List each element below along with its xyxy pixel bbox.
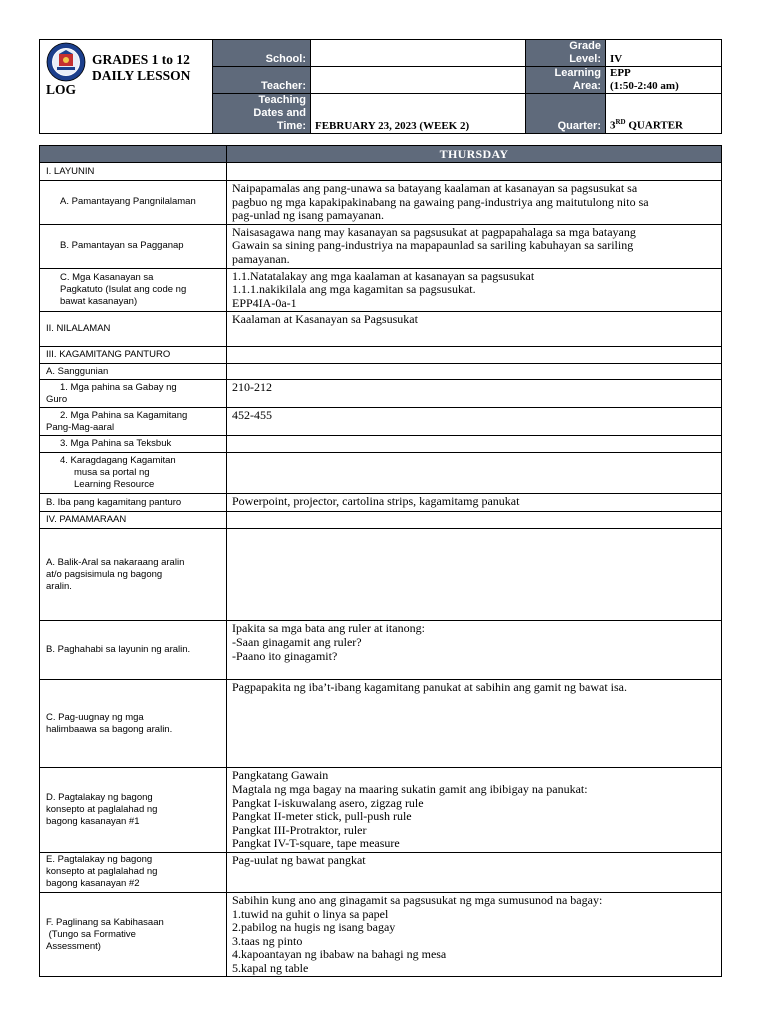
content-line: 4.kapoantayan ng ibabaw na bahagi ng mesa (232, 947, 447, 962)
label-line: E. Pagtalakay ng bagong (46, 854, 153, 866)
content-line: Pag-uulat ng bawat pangkat (232, 852, 366, 867)
title-line-3: LOG (46, 82, 77, 97)
label-line: bawat kasanayan) (60, 295, 138, 307)
row-content-pamantayan-sa-pagganap (227, 224, 722, 268)
label-line: C. Pag-uugnay ng mga (46, 711, 144, 723)
label-line: konsepto at paglalahad ng (46, 804, 158, 816)
header-table (39, 39, 722, 134)
dates-label-line-3: Time: (276, 120, 306, 132)
content-line: 210-212 (232, 380, 272, 395)
title-block (40, 40, 213, 134)
row-label-pag-uugnay (40, 680, 227, 768)
grade-level-value[interactable]: IV (606, 40, 722, 67)
label-line: Learning Resource (74, 479, 155, 491)
row-label-kagamitang-pang-mag-aaral (40, 408, 227, 436)
row-content-teksbuk (227, 436, 722, 453)
row-label-pamantayang-pangnilalaman (40, 181, 227, 225)
label-line: Assessment) (46, 940, 101, 952)
title-line-2: DAILY LESSON (92, 68, 191, 83)
content-line: Pangkat IV-T-square, tape measure (232, 836, 400, 851)
label-line: 1. Mga pahina sa Gabay ng (60, 381, 177, 393)
label-line: 4. Karagdagang Kagamitan (60, 455, 176, 467)
row-content-balik-aral (227, 529, 722, 621)
content-line: 452-455 (232, 408, 272, 423)
label-line: at/o pagsisimula ng bagong (46, 568, 163, 580)
row-label-paghahabi: B. Paghahabi sa layunin ng aralin. (40, 621, 227, 680)
label-line: konsepto at paglalahad ng (46, 866, 158, 878)
learning-area-label (526, 67, 606, 94)
content-line: Pangkat I-iskuwalang asero, zigzag rule (232, 795, 424, 810)
content-line: Magtala ng mga bagay na maaring sukatin gamit ang ibibigay na panukat: (232, 781, 588, 796)
row-label-iba-pang-kagamitan: B. Iba pang kagamitang panturo (40, 494, 227, 512)
content-line: Gawain sa sining pang-industriya na mapapaunlad sa sariling kabuhayan sa sariling (232, 238, 634, 253)
row-label-kasanayan-sa-pagkatuto (40, 268, 227, 312)
content-line: pag-unlad ng isang pamayanan. (232, 208, 384, 223)
content-line: -Paano ito ginagamit? (232, 648, 338, 663)
content-line: 2.pabilog na hugis ng isang bagay (232, 920, 396, 935)
school-value[interactable] (311, 40, 526, 67)
label-line: Pang-Mag-aaral (46, 421, 115, 433)
row-label-pamantayan-sa-pagganap (40, 224, 227, 268)
row-label-paglinang-sa-kabihasaan (40, 892, 227, 977)
row-label-teksbuk: 3. Mga Pahina sa Teksbuk (40, 436, 227, 453)
label-line: D. Pagtalakay ng bagong (46, 792, 153, 804)
content-line: Powerpoint, projector, cartolina strips, kagamitamg panukat (232, 494, 520, 509)
row-content-paghahabi (227, 621, 722, 680)
row-label-pagtalakay-1 (40, 768, 227, 853)
content-line: Pangkat II-meter stick, pull-push rule (232, 809, 412, 824)
content-line: 5.kapal ng table (232, 960, 309, 975)
area-label-line-1: Learning (554, 67, 601, 79)
quarter-value[interactable] (606, 94, 722, 134)
row-content-pamantayang-pangnilalaman (227, 181, 722, 225)
label-line: B. Pamantayan sa Pagganap (60, 240, 184, 252)
grade-level-label (526, 40, 606, 67)
content-line: 1.1.1.nakikilala ang mga kagamitan sa pagsusukat. (232, 282, 476, 297)
teacher-value[interactable] (311, 67, 526, 94)
label-line: bagong kasanayan #2 (46, 878, 140, 890)
row-label-layunin: I. LAYUNIN (40, 163, 227, 181)
row-label-balik-aral (40, 529, 227, 621)
day-header: THURSDAY (227, 146, 722, 163)
content-line: pamayanan. (232, 251, 290, 266)
label-line: A. Pamantayang Pangnilalaman (60, 196, 196, 208)
row-content-layunin (227, 163, 722, 181)
grade-label-line-2: Level: (569, 53, 601, 65)
label-line: bagong kasanayan #1 (46, 816, 140, 828)
row-content-kagamitang-pang-mag-aaral (227, 408, 722, 436)
area-label-line-2: Area: (572, 80, 601, 92)
label-line: Pagkatuto (Isulat ang code ng (60, 283, 187, 295)
content-line: 1.1.Natatalakay ang mga kaalaman at kasanayan sa pagsusukat (232, 268, 535, 283)
row-label-gabay-ng-guro (40, 380, 227, 408)
title-line-1: GRADES 1 to 12 (92, 52, 190, 67)
row-content-iba-pang-kagamitan (227, 494, 722, 512)
row-content-karagdagang-kagamitan (227, 453, 722, 494)
teacher-label: Teacher: (213, 67, 311, 94)
content-line: Naisasagawa nang may kasanayan sa pagsusukat at pagpapahalaga sa mga batayang (232, 224, 636, 239)
learning-area-value[interactable] (606, 67, 722, 94)
quarter-label: Quarter: (526, 94, 606, 134)
row-content-gabay-ng-guro (227, 380, 722, 408)
area-value-line-1: EPP (610, 67, 631, 79)
quarter-suffix: RD (615, 118, 626, 127)
row-label-sanggunian: A. Sanggunian (40, 364, 227, 380)
school-label: School: (213, 40, 311, 67)
header-blank-cell (40, 146, 227, 163)
label-line: (Tungo sa Formative (46, 928, 136, 940)
lesson-table (39, 145, 722, 977)
content-line: EPP4IA-0a-1 (232, 295, 297, 310)
deped-seal-icon (46, 42, 86, 82)
row-content-paglinang-sa-kabihasaan (227, 892, 722, 977)
row-label-karagdagang-kagamitan (40, 453, 227, 494)
dates-label-line-1: Teaching (258, 94, 306, 106)
content-line: -Saan ginagamit ang ruler? (232, 634, 362, 649)
row-content-sanggunian (227, 364, 722, 380)
content-line: 1.tuwid na guhit o linya sa papel (232, 906, 389, 921)
label-line: A. Balik-Aral sa nakaraang aralin (46, 556, 185, 568)
row-content-pamamaraan (227, 512, 722, 529)
content-line: pagbuo ng mga kapakipakinabang na gawaing pang-industriya ang maitutulong nito sa (232, 194, 649, 209)
grade-label-line-1: Grade (569, 40, 601, 52)
content-line: Sabihin kung ano ang ginagamit sa pagsusukat ng mga sumusunod na bagay: (232, 892, 603, 907)
label-line: aralin. (46, 580, 72, 592)
content-line: 3.taas ng pinto (232, 933, 303, 948)
teaching-dates-label (213, 94, 311, 134)
label-line: C. Mga Kasanayan sa (60, 271, 154, 283)
content-line: Ipakita sa mga bata ang ruler at itanong: (232, 621, 425, 636)
row-label-kagamitang-panturo: III. KAGAMITANG PANTURO (40, 347, 227, 364)
content-line: Naipapamalas ang pang-unawa sa batayang kaalaman at kasanayan sa pagsusukat sa (232, 181, 638, 195)
area-value-line-2: (1:50-2:40 am) (610, 80, 679, 92)
row-content-pagtalakay-2 (227, 852, 722, 892)
label-line: Guro (46, 393, 68, 405)
content-line: Pagpapakita ng iba’t-ibang kagamitang panukat at sabihin ang gamit ng bawat isa. (232, 680, 628, 695)
label-line: F. Paglinang sa Kabihasaan (46, 916, 164, 928)
quarter-word: QUARTER (625, 120, 683, 132)
content-line: Pangkat III-Protraktor, ruler (232, 822, 367, 837)
label-line: 2. Mga Pahina sa Kagamitang (60, 409, 188, 421)
quarter-number: 3 (610, 120, 616, 132)
row-label-pamamaraan: IV. PAMAMARAAN (40, 512, 227, 529)
content-line: Kaalaman at Kasanayan sa Pagsusukat (232, 312, 418, 327)
label-line: musa sa portal ng (74, 467, 150, 479)
row-label-nilalaman: II. NILALAMAN (40, 312, 227, 347)
row-content-kagamitang-panturo (227, 347, 722, 364)
row-content-pagtalakay-1 (227, 768, 722, 853)
teaching-dates-value[interactable]: FEBRUARY 23, 2023 (WEEK 2) (311, 94, 526, 134)
row-content-nilalaman (227, 312, 722, 347)
label-line: halimbaawa sa bagong aralin. (46, 723, 173, 735)
dates-label-line-2: Dates and (253, 107, 306, 119)
row-content-pag-uugnay (227, 680, 722, 768)
content-line: Pangkatang Gawain (232, 768, 329, 783)
row-label-pagtalakay-2 (40, 852, 227, 892)
row-content-kasanayan-sa-pagkatuto (227, 268, 722, 312)
